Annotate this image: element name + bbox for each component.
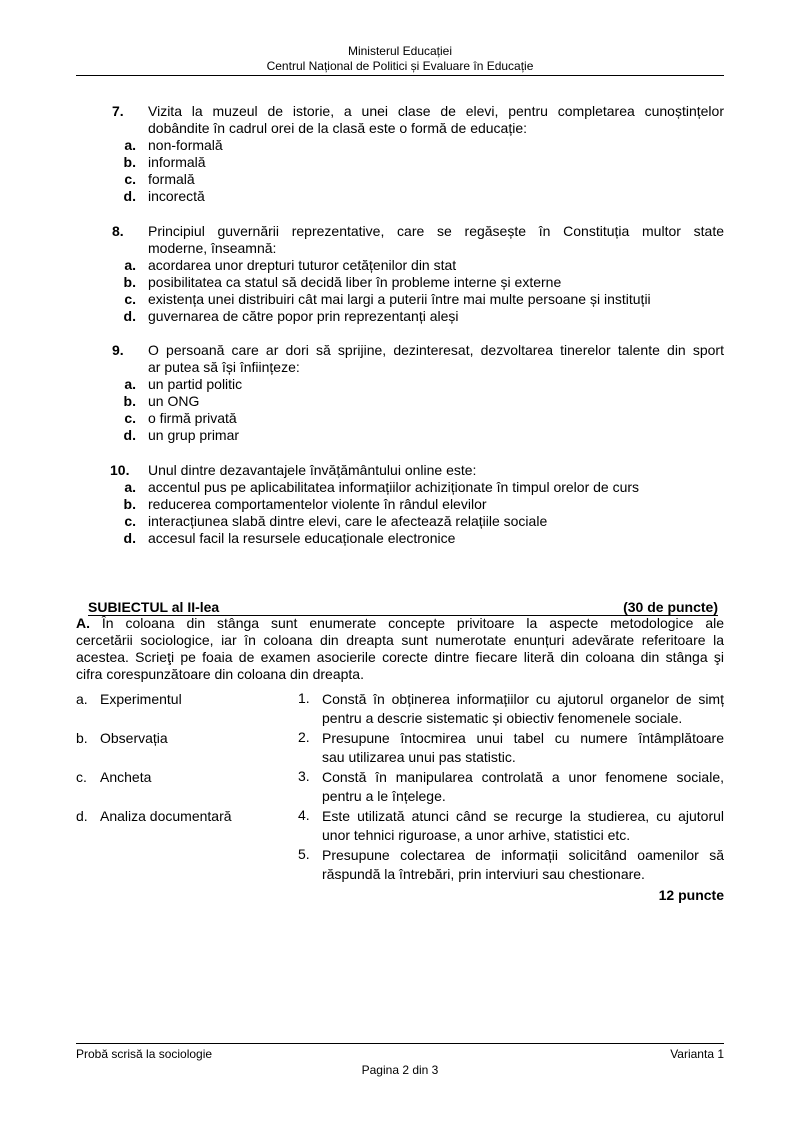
option-c: c. formală [124,171,195,187]
subject-points: (30 de puncte) [623,599,718,615]
option-d: d. incorectă [123,188,205,204]
option-d: d. un grup primar [123,427,240,443]
part-a-points: 12 puncte [658,887,724,903]
footer-divider [76,1043,724,1044]
question-number: 9. [112,342,124,358]
subject-heading [88,599,718,616]
option-b: b. posibilitatea ca statul să decidă liber în probleme interne și externe [123,274,562,290]
option-d: d. accesul facil la resursele educaționale electronice [123,530,456,546]
question-stem: O persoană care ar dori să sprijine, dezinteresat, dezvoltarea tinerelor talente din sport ar putea să își înființeze: [148,342,724,375]
concept-a: a. Experimentul [76,691,182,707]
question-number: 10. [110,462,130,478]
part-a-label: A. [76,615,90,631]
option-c: c. existența unei distribuiri cât mai largi a puterii între mai multe persoane și instituții [124,291,651,307]
option-c: c. interacțiunea slabă dintre elevi, care le afectează relațiile sociale [124,513,548,529]
option-d: d. guvernarea de către popor prin reprezentanți aleși [123,308,459,324]
question-7 [76,103,724,205]
concept-b: b. Observația [76,730,168,746]
question-stem: Unul dintre dezavantajele învățământului online este: [148,462,477,478]
option-b: b. reducerea comportamentelor violente în rândul elevilor [123,496,487,512]
header-ministry: Ministerul Educației [347,44,453,58]
option-a: a. acordarea unor drepturi tuturor cetățenilor din stat [124,257,457,273]
question-10 [76,462,724,547]
part-a-instructions: A. În coloana din stânga sunt enumerate concepte privitoare la aspecte metodologice ale cercetării sociologice, iar în coloana din dreapta sunt numerotate enunțuri adevărate referitoare la acestea. Scrieţi pe foaia de examen asocierile corecte dintre fiecare literă din coloana din stânga şi cifra corespunzătoare din coloana din dreapta. [76,615,725,682]
option-a: a. un partid politic [124,376,243,392]
page-header [0,44,800,74]
option-b: b. informală [123,154,206,170]
question-9 [76,342,724,444]
concept-c: c. Ancheta [76,769,152,785]
footer-variant: Varianta 1 [670,1047,724,1061]
concept-d: d. Analiza documentară [76,808,232,824]
question-stem: Principiul guvernării reprezentative, care se regăsește în Constituția multor state moderne, înseamnă: [148,223,724,256]
header-center: Centrul Național de Politici și Evaluare în Educație [266,59,534,73]
option-c: c. o firmă privată [124,410,237,426]
question-number: 8. [112,223,124,239]
option-b: b. un ONG [123,393,200,409]
page-number: Pagina 2 din 3 [361,1063,439,1077]
question-number: 7. [112,103,124,119]
option-a: a. accentul pus pe aplicabilitatea informațiilor achiziționate în timpul orelor de curs [124,479,640,495]
option-a: a. non-formală [124,137,223,153]
subject-title: SUBIECTUL al II-lea [88,599,220,615]
question-8 [76,223,724,325]
header-divider [76,75,724,76]
footer-exam-name: Probă scrisă la sociologie [76,1047,213,1061]
question-stem: Vizita la muzeul de istorie, a unei clase de elevi, pentru completarea cunoștințelor dobândite în cadrul orei de la clasă este o formă de educație: [148,103,724,136]
